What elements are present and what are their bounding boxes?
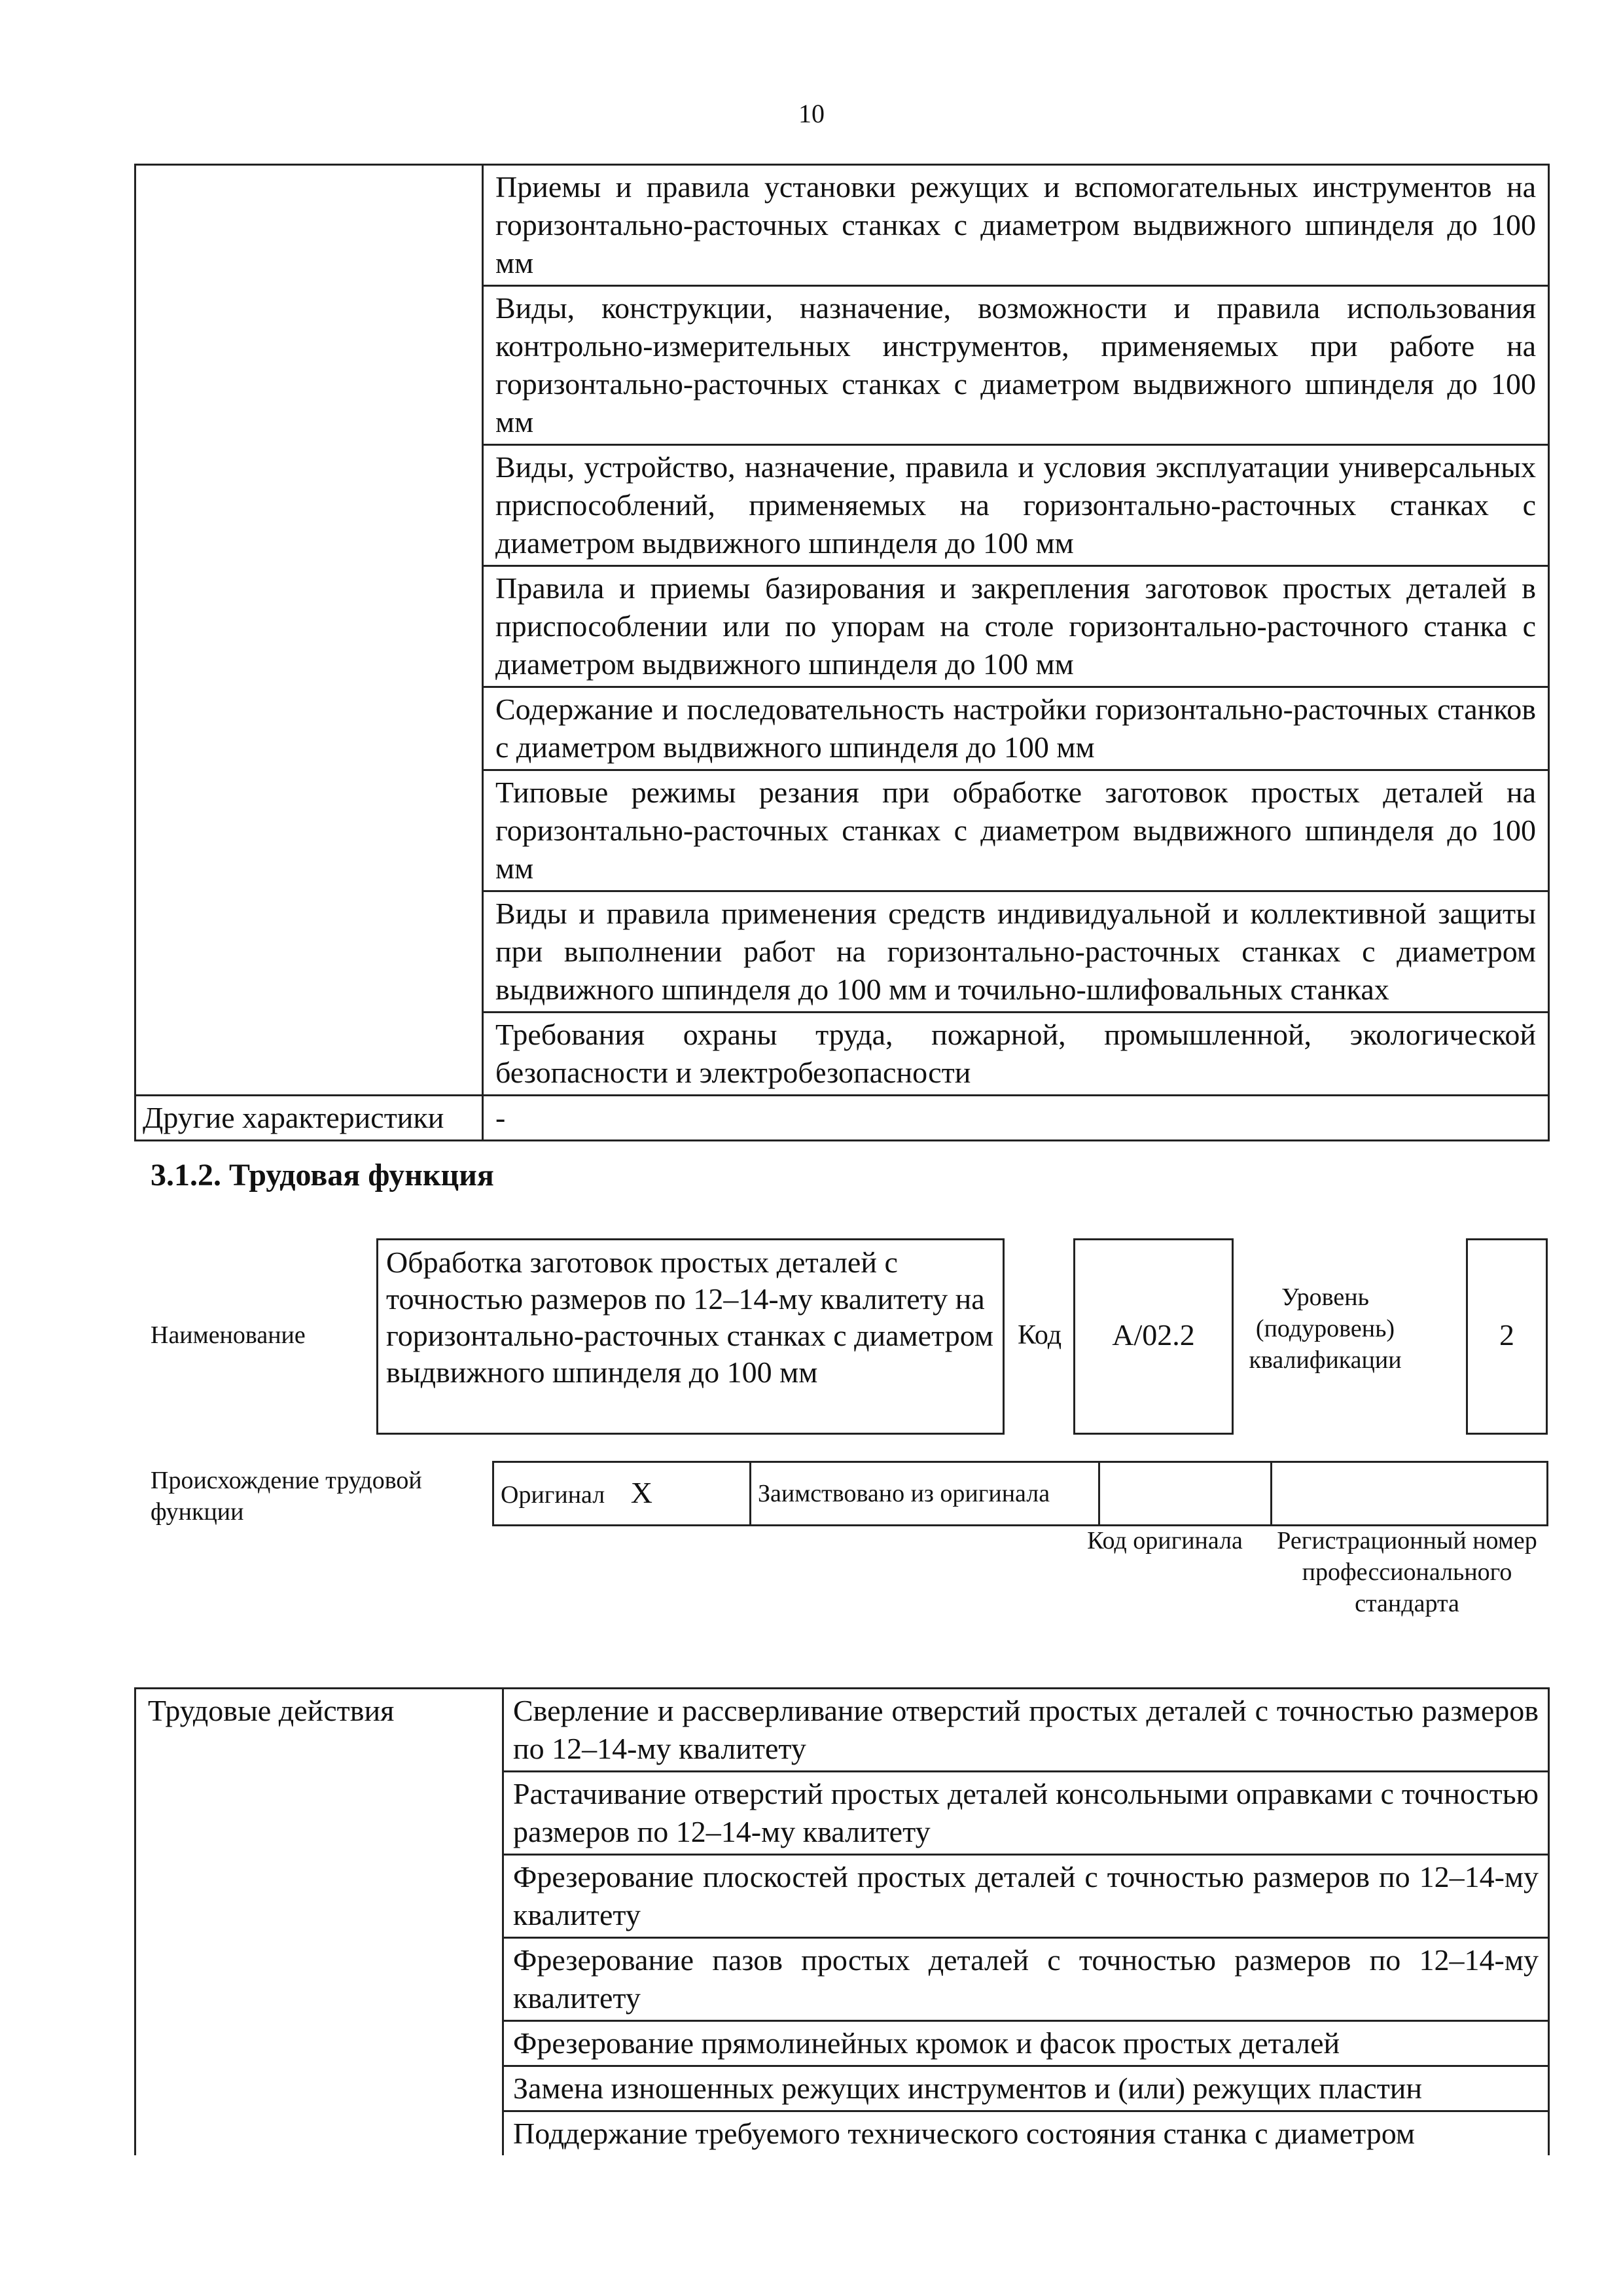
level-box — [1466, 1238, 1548, 1435]
origin-code-cell — [1099, 1462, 1272, 1526]
origin-table — [492, 1461, 1548, 1526]
code-original-caption: Код оригинала — [1087, 1527, 1243, 1554]
code-value: А/02.2 — [1112, 1318, 1195, 1352]
origin-original-cell — [493, 1462, 751, 1526]
action-item: Сверление и рассверливание отверстий простых деталей с точностью размеров по 12–14-му квалитету — [503, 1689, 1549, 1772]
origin-original-label: Оригинал — [501, 1480, 605, 1509]
action-item: Фрезерование плоскостей простых деталей с точностью размеров по 12–14-му квалитету — [503, 1855, 1549, 1938]
origin-label: Происхождение трудовой функции — [151, 1467, 422, 1526]
function-name-box: Обработка заготовок простых деталей с точностью размеров по 12–14-му квалитету на горизонтально-расточных станках с диаметром выдвижного шпинделя до 100 мм — [376, 1238, 1005, 1435]
level-value: 2 — [1499, 1318, 1514, 1352]
page-number: 10 — [798, 99, 825, 128]
action-item: Фрезерование прямолинейных кромок и фасок простых деталей — [503, 2021, 1549, 2066]
origin-original-mark: X — [630, 1475, 652, 1509]
level-label: Уровень (подуровень) квалификации — [1249, 1283, 1402, 1374]
code-label: Код — [1018, 1320, 1062, 1350]
section-title: 3.1.2. Трудовая функция — [151, 1158, 494, 1193]
knowledge-item: Требования охраны труда, пожарной, промышленной, экологической безопасности и электробезопасности — [483, 1013, 1549, 1096]
action-item: Фрезерование пазов простых деталей с точностью размеров по 12–14-му квалитету — [503, 1938, 1549, 2021]
knowledge-item: Приемы и правила установки режущих и вспомогательных инструментов на горизонтально-расточных станках с диаметром выдвижного шпинделя до 100 мм — [483, 165, 1549, 286]
actions-table — [134, 1687, 1550, 2155]
other-characteristics-label: Другие характеристики — [135, 1096, 483, 1141]
reg-number-caption: Регистрационный номер профессионального стандарта — [1277, 1527, 1537, 1617]
knowledge-item: Виды и правила применения средств индивидуальной и коллективной защиты при выполнении работ на горизонтально-расточных станках с диаметром выдвижного шпинделя до 100 мм и точильно-шлифовальных станках — [483, 891, 1549, 1013]
knowledge-item: Содержание и последовательность настройки горизонтально-расточных станков с диаметром выдвижного шпинделя до 100 мм — [483, 687, 1549, 770]
knowledge-item: Виды, устройство, назначение, правила и условия эксплуатации универсальных приспособлений, применяемых на горизонтально-расточных станках с диаметром выдвижного шпинделя до 100 мм — [483, 445, 1549, 566]
knowledge-item: Правила и приемы базирования и закрепления заготовок простых деталей в приспособлении или по упорам на столе горизонтально-расточного станка с диаметром выдвижного шпинделя до 100 мм — [483, 566, 1549, 687]
action-item: Растачивание отверстий простых деталей консольными оправками с точностью размеров по 12–14-му квалитету — [503, 1772, 1549, 1855]
knowledge-item: Виды, конструкции, назначение, возможности и правила использования контрольно-измерительных инструментов, применяемых при работе на горизонтально-расточных станках с диаметром выдвижного шпинделя до 100 мм — [483, 286, 1549, 445]
name-label: Наименование — [151, 1321, 306, 1349]
origin-reg-cell — [1272, 1462, 1548, 1526]
action-item: Замена изношенных режущих инструментов и (или) режущих пластин — [503, 2066, 1549, 2111]
code-box — [1073, 1238, 1234, 1435]
knowledge-left-cell — [135, 165, 483, 1096]
actions-label: Трудовые действия — [135, 1689, 503, 2156]
knowledge-item: Типовые режимы резания при обработке заготовок простых деталей на горизонтально-расточных станках с диаметром выдвижного шпинделя до 100 мм — [483, 770, 1549, 891]
knowledge-table — [134, 164, 1550, 1141]
action-item: Поддержание требуемого технического состояния станка с диаметром — [503, 2111, 1549, 2156]
other-characteristics-value: - — [483, 1096, 1549, 1141]
origin-borrowed-label: Заимствовано из оригинала — [751, 1462, 1099, 1526]
